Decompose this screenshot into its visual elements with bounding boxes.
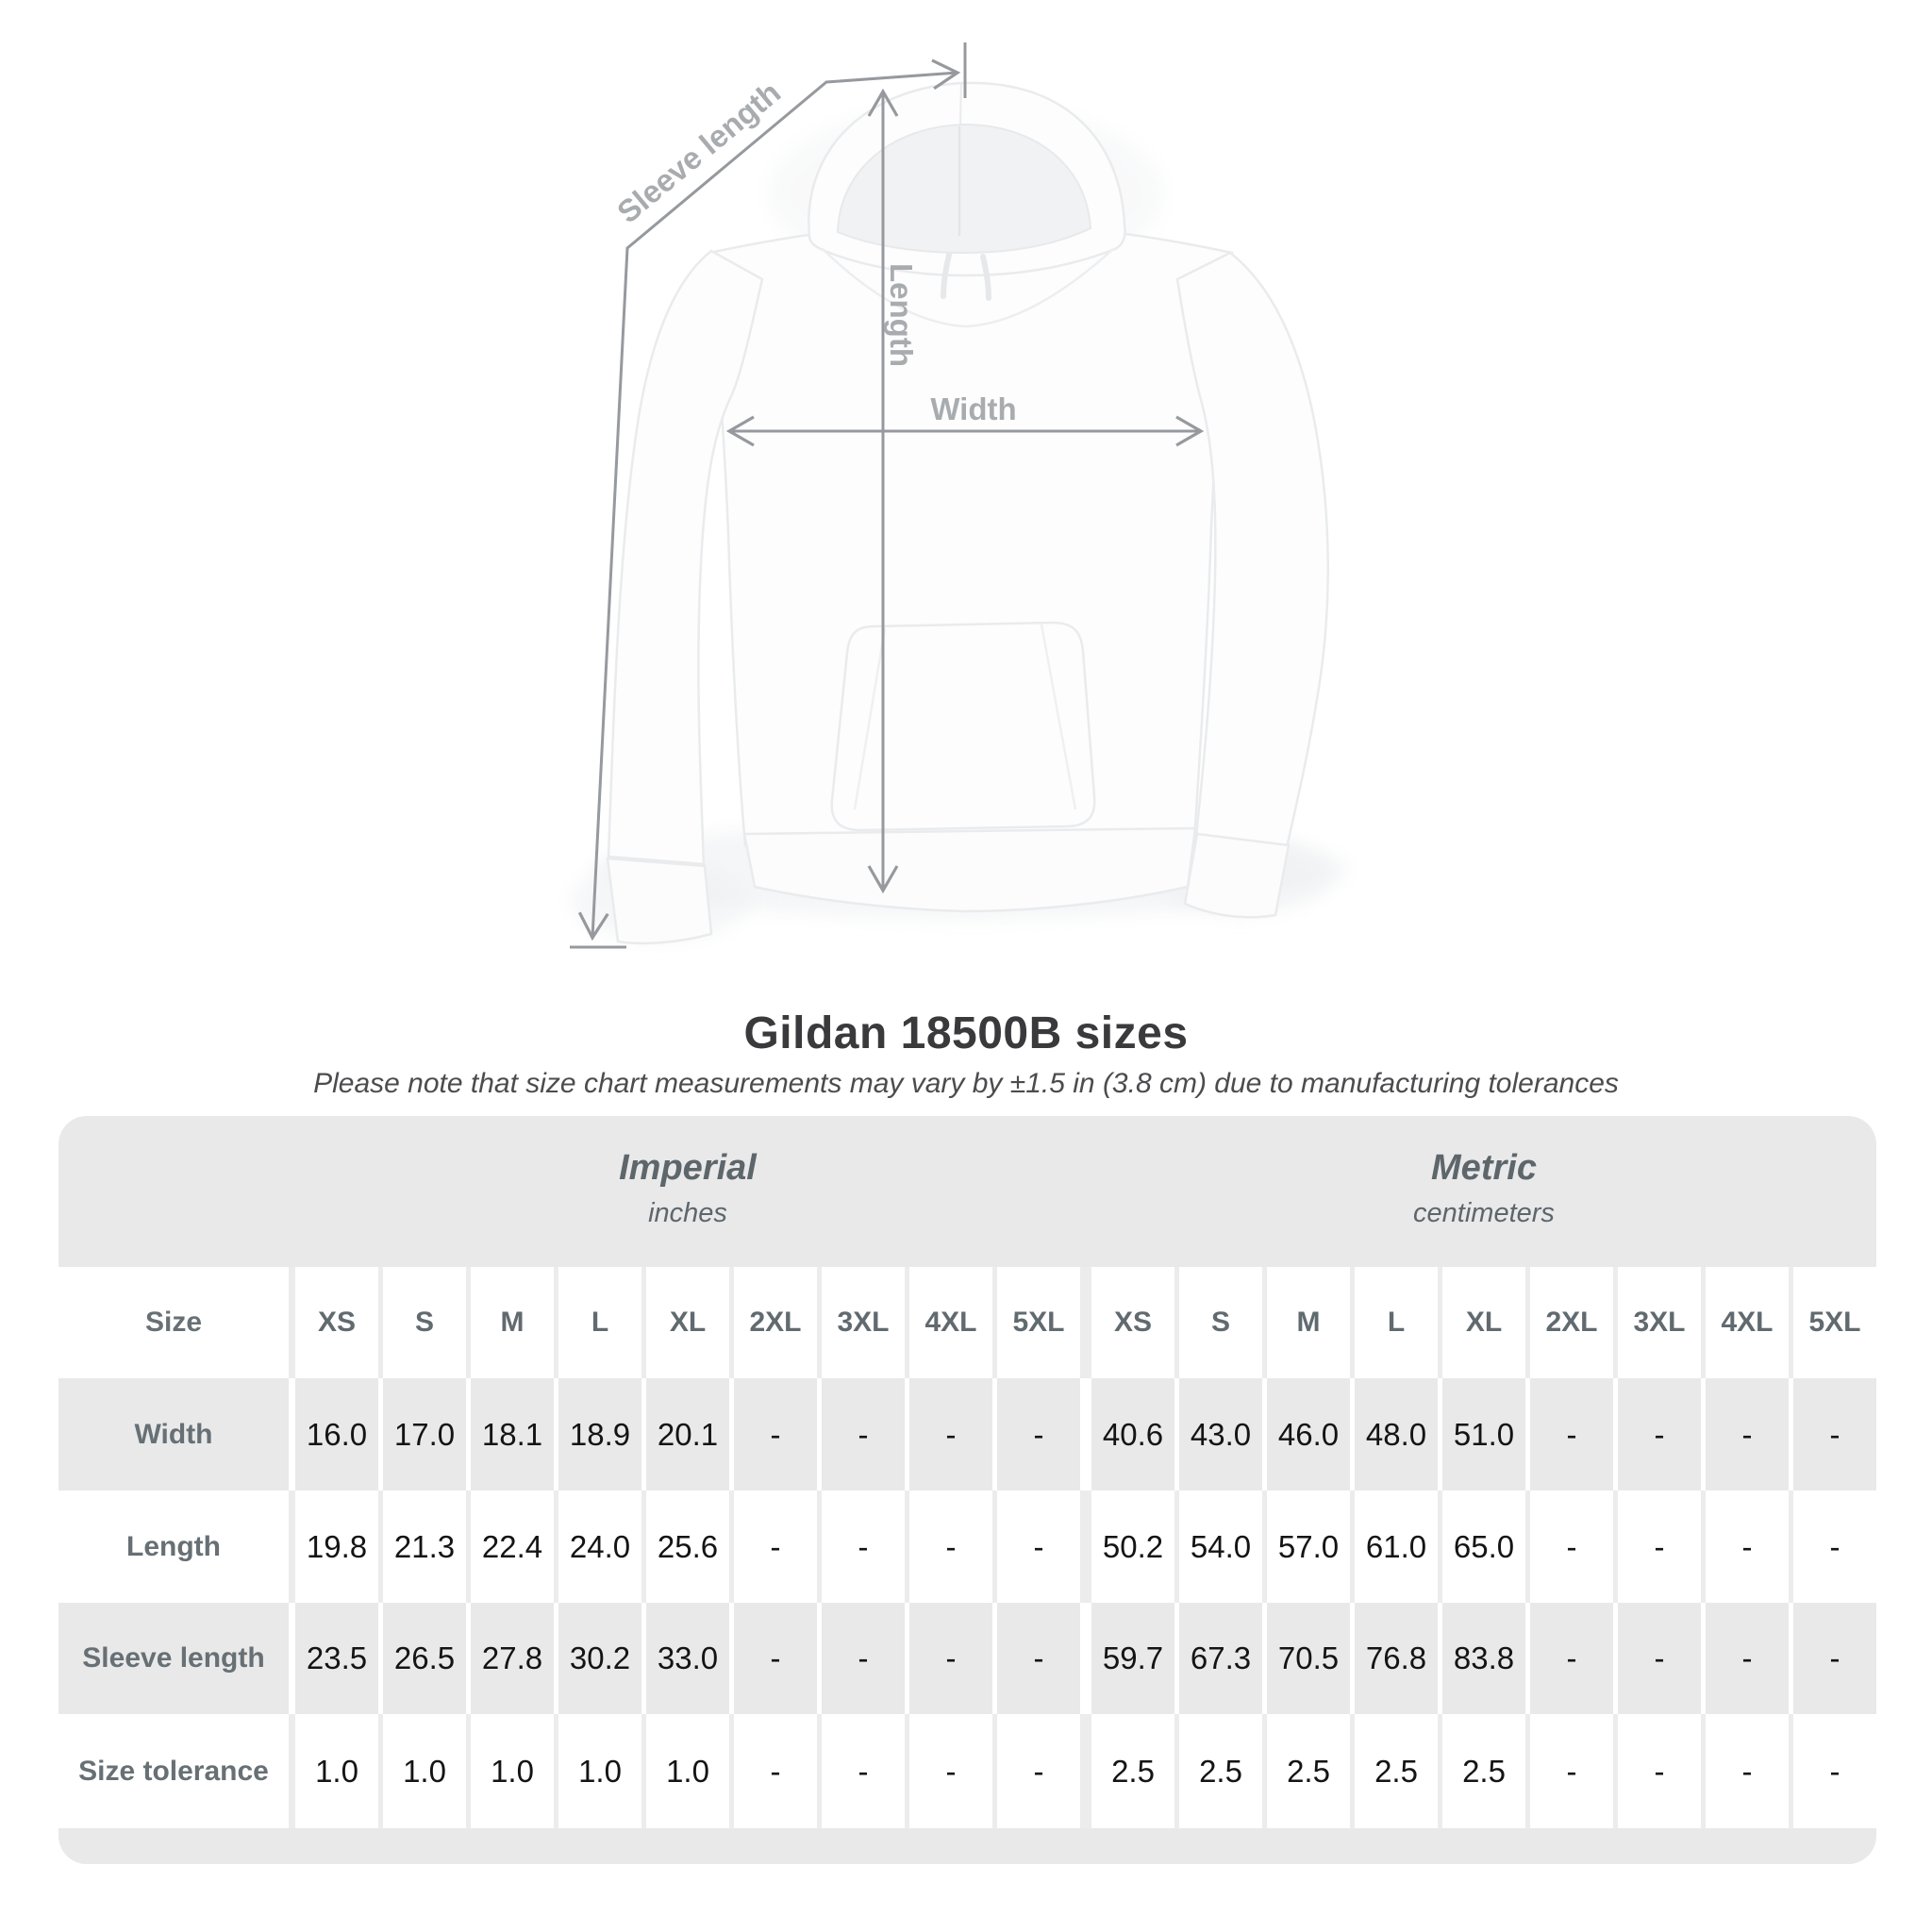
size-header-cell: 5XL [1808, 1307, 1861, 1338]
value-cell: 18.1 [481, 1416, 543, 1452]
row-label: Size tolerance [78, 1755, 269, 1787]
table-header-band [58, 1116, 1876, 1267]
value-cell: 33.0 [657, 1641, 719, 1675]
section-separator [1080, 1491, 1091, 1603]
size-header-cell: M [500, 1307, 525, 1338]
value-cell: - [1033, 1753, 1044, 1789]
value-cell: 2.5 [1287, 1753, 1330, 1789]
value-cell: - [858, 1641, 869, 1675]
imperial-section-name: Imperial [619, 1148, 757, 1188]
value-cell: 16.0 [306, 1416, 368, 1452]
value-cell: - [1654, 1641, 1665, 1675]
value-cell: - [1741, 1753, 1753, 1789]
size-header-cell: XL [1465, 1307, 1503, 1338]
section-separator [1080, 1378, 1091, 1491]
size-header-cell: 5XL [1012, 1307, 1065, 1338]
value-cell: 2.5 [1199, 1753, 1242, 1789]
size-header-cell: L [591, 1307, 609, 1338]
size-header-cell: S [414, 1307, 434, 1338]
value-cell: - [1741, 1416, 1753, 1452]
value-cell: 2.5 [1462, 1753, 1506, 1789]
label-separator [289, 1267, 295, 1378]
value-cell: 1.0 [491, 1753, 534, 1789]
table-row [58, 1603, 1876, 1714]
value-cell: - [1829, 1641, 1840, 1675]
label-separator [289, 1603, 295, 1714]
row-label: Sleeve length [82, 1642, 265, 1674]
section-separator [1080, 1714, 1091, 1828]
value-cell: 18.9 [569, 1416, 631, 1452]
value-cell: - [1829, 1528, 1840, 1564]
size-header-cell: M [1296, 1307, 1321, 1338]
value-cell: 51.0 [1453, 1416, 1515, 1452]
value-cell: 54.0 [1190, 1528, 1252, 1564]
value-cell: - [1741, 1528, 1753, 1564]
value-cell: 2.5 [1374, 1753, 1418, 1789]
row-label: Length [126, 1530, 221, 1562]
value-cell: - [1033, 1528, 1044, 1564]
table-row [58, 1714, 1876, 1828]
hoodie-hood-rim-seam [960, 83, 961, 125]
size-header-cell: 2XL [1545, 1307, 1598, 1338]
value-cell: 40.6 [1102, 1416, 1164, 1452]
size-header-cell: XS [1113, 1307, 1153, 1338]
value-cell: - [1566, 1641, 1577, 1675]
size-header-cell: 4XL [1721, 1307, 1774, 1338]
metric-section-unit: centimeters [1413, 1198, 1555, 1228]
value-cell: - [1829, 1416, 1840, 1452]
page-title: Gildan 18500B sizes [743, 1008, 1189, 1058]
table-size-header-row [58, 1267, 1876, 1378]
value-cell: - [1654, 1528, 1665, 1564]
hoodie-right-cuff [1185, 834, 1289, 917]
value-cell: - [770, 1753, 781, 1789]
value-cell: 25.6 [657, 1528, 719, 1564]
value-cell: - [858, 1416, 869, 1452]
value-cell: 26.5 [393, 1641, 456, 1675]
value-cell: 2.5 [1111, 1753, 1155, 1789]
value-cell: - [770, 1528, 781, 1564]
value-cell: - [858, 1753, 869, 1789]
size-header-cell: L [1387, 1307, 1406, 1338]
value-cell: - [945, 1416, 957, 1452]
value-cell: 83.8 [1453, 1641, 1515, 1675]
size-header-cell: XS [317, 1307, 357, 1338]
table-row [58, 1378, 1876, 1491]
section-separator [1080, 1267, 1091, 1378]
value-cell: 70.5 [1277, 1641, 1340, 1675]
value-cell: 65.0 [1453, 1528, 1515, 1564]
size-header-cell: 3XL [1633, 1307, 1686, 1338]
width-measure-label: Width [930, 391, 1017, 426]
value-cell: 1.0 [666, 1753, 709, 1789]
value-cell: 43.0 [1190, 1416, 1252, 1452]
hoodie-illustration [571, 83, 1347, 943]
value-cell: - [770, 1641, 781, 1675]
section-separator [1080, 1603, 1091, 1714]
hoodie-pocket [832, 623, 1095, 830]
value-cell: - [770, 1416, 781, 1452]
value-cell: - [1829, 1753, 1840, 1789]
value-cell: - [1033, 1416, 1044, 1452]
label-separator [289, 1714, 295, 1828]
row-label: Width [134, 1418, 213, 1450]
value-cell: 21.3 [393, 1528, 456, 1564]
sleeve-length-measure-label: Sleeve length [610, 74, 788, 230]
table-footer-band [58, 1828, 1876, 1864]
value-cell: 19.8 [306, 1528, 368, 1564]
value-cell: 22.4 [481, 1528, 543, 1564]
value-cell: 46.0 [1277, 1416, 1340, 1452]
value-cell: 59.7 [1102, 1641, 1164, 1675]
value-cell: - [1033, 1641, 1044, 1675]
value-cell: 48.0 [1365, 1416, 1427, 1452]
value-cell: 23.5 [306, 1641, 368, 1675]
metric-section-name: Metric [1431, 1148, 1537, 1188]
size-table [58, 1116, 1876, 1864]
label-separator [289, 1491, 295, 1603]
imperial-section-unit: inches [648, 1198, 727, 1228]
value-cell: - [945, 1753, 957, 1789]
value-cell: 50.2 [1102, 1528, 1164, 1564]
size-header-cell: 2XL [749, 1307, 802, 1338]
value-cell: 57.0 [1277, 1528, 1340, 1564]
size-column-label: Size [144, 1307, 203, 1338]
value-cell: 24.0 [569, 1528, 631, 1564]
table-row [58, 1491, 1876, 1603]
value-cell: - [1566, 1528, 1577, 1564]
metric-section-header [1091, 1116, 1876, 1267]
value-cell: 27.8 [481, 1641, 543, 1675]
size-header-cell: 3XL [837, 1307, 890, 1338]
label-separator [289, 1378, 295, 1491]
value-cell: - [858, 1528, 869, 1564]
value-cell: 61.0 [1365, 1528, 1427, 1564]
value-cell: - [945, 1528, 957, 1564]
size-header-cell: S [1210, 1307, 1230, 1338]
table-rows [58, 1267, 1876, 1828]
value-cell: - [1654, 1416, 1665, 1452]
value-cell: 76.8 [1365, 1641, 1427, 1675]
value-cell: - [1566, 1753, 1577, 1789]
imperial-section-header [295, 1116, 1080, 1267]
size-header-cell: XL [669, 1307, 707, 1338]
value-cell: - [945, 1641, 957, 1675]
value-cell: - [1654, 1753, 1665, 1789]
value-cell: 1.0 [403, 1753, 446, 1789]
value-cell: 17.0 [393, 1416, 456, 1452]
value-cell: - [1741, 1641, 1753, 1675]
value-cell: 1.0 [578, 1753, 622, 1789]
value-cell: - [1566, 1416, 1577, 1452]
page-subtitle: Please note that size chart measurements may vary by ±1.5 in (3.8 cm) due to manufacturing tolerances [313, 1068, 1619, 1099]
hoodie-left-cuff [608, 858, 711, 943]
value-cell: 30.2 [569, 1641, 631, 1675]
size-header-cell: 4XL [924, 1307, 977, 1338]
value-cell: 67.3 [1190, 1641, 1252, 1675]
value-cell: 20.1 [657, 1416, 719, 1452]
value-cell: 1.0 [315, 1753, 358, 1789]
length-measure-label: Length [884, 263, 919, 367]
